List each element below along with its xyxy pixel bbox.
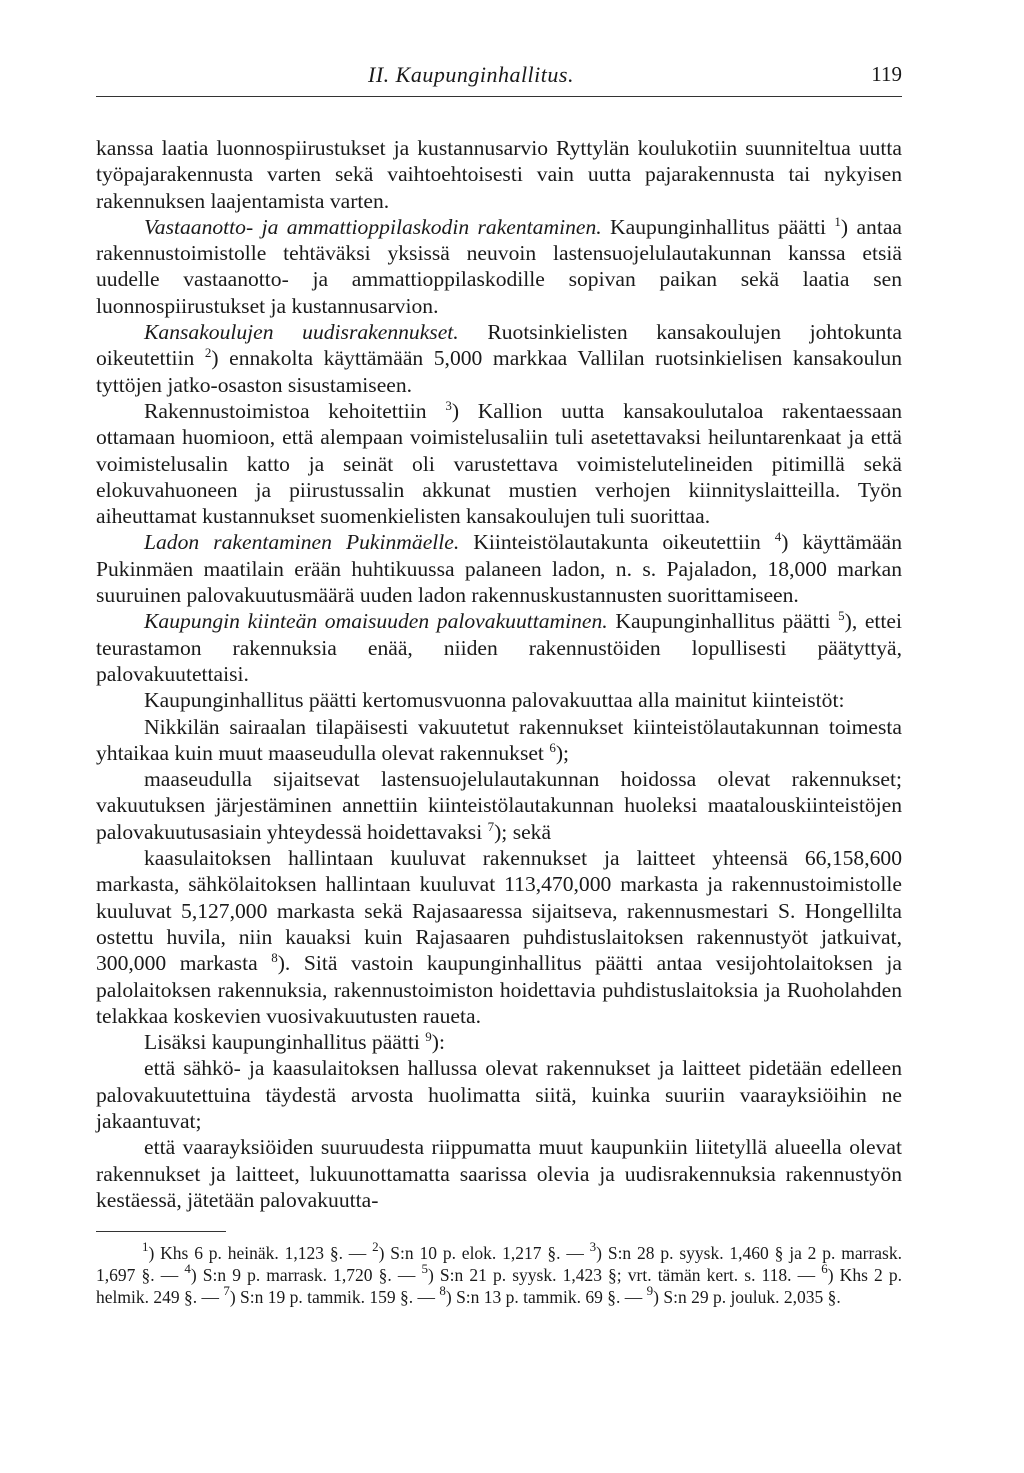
footnote-number: 5 <box>421 1261 428 1277</box>
footnote-number: 9 <box>646 1283 654 1299</box>
footnote-text: ) S:n 19 p. tammik. 159 §. — <box>229 1287 440 1308</box>
paragraph-kansakoulut <box>96 319 902 398</box>
paragraph-vaarayksiot <box>96 1134 902 1213</box>
footnote-ref: 5 <box>838 608 845 624</box>
paragraph-kaasulaitos <box>96 845 902 1029</box>
footnote-number: 4 <box>184 1261 191 1277</box>
paragraph-text: maaseudulla sijaitsevat lastensuojelulautakunnan hoidossa olevat rakennukset; vakuutuksen järjestäminen annettiin kiinteistölautakunnan huoleksi maatalouskiinteistöjen palovakuutusasiain yhteydessä hoidettavaksi <box>96 767 902 844</box>
footnote-ref: 7 <box>487 818 495 834</box>
footnote-text: ) S:n 21 p. syysk. 1,423 §; vrt. tämän kert. s. 118. — <box>427 1265 822 1286</box>
paragraph-text: Lisäksi kaupunginhallitus päätti <box>144 1030 426 1055</box>
footnote-ref: 9 <box>425 1029 432 1045</box>
paragraph-text: ) antaa rakennustoimistolle tehtäväksi yksissä neuvoin lastensuojelulautakunnan kanssa etsiä uudelle vastaanotto- ja ammattioppilaskodille sopivan paikan sekä laatia sen luonnospiirustukset ja kustannusarvion. <box>96 214 903 318</box>
paragraph-vastaanotto <box>96 214 902 319</box>
section-heading: Kaupungin kiinteän omaisuuden palovakuuttaminen. <box>144 609 608 634</box>
footnote-ref: 6 <box>549 739 556 755</box>
footnote-ref: 1 <box>834 213 841 229</box>
paragraph-maaseutu <box>96 766 902 845</box>
footnote-text: ) S:n 9 p. marrask. 1,720 §. — <box>190 1265 422 1286</box>
footnote-text: ) Khs 2 p. helmik. 249 §. — <box>96 1265 902 1308</box>
footnote-number: 1 <box>142 1239 149 1255</box>
paragraph-text: kaasulaitoksen hallintaan kuuluvat rakennukset ja laitteet yhteensä 66,158,600 markasta, sähkölaitoksen hallintaan kuuluvat 113,470,000 markasta ja rakennustoimistolle kuuluvat 5,127,000 markasta sekä Rajasaaressa sijaitseva, rakennusmestari S. Hongellilta ostettu huvila, niin kauaksi kuin Rajasaaren puhdistuslaitoksen rakennustyöt jatkuivat, 300,000 markasta <box>96 846 902 976</box>
paragraph-lato <box>96 529 902 608</box>
page-number: 119 <box>871 62 902 86</box>
footnote-text: ) Khs 6 p. heinäk. 1,123 §. — <box>148 1243 373 1264</box>
body-text <box>96 135 902 1308</box>
footnote-number: 3 <box>589 1239 597 1255</box>
paragraph-text: Nikkilän sairaalan tilapäisesti vakuutetut rakennukset kiinteistölautakunnan toimesta yhtaikaa kuin muut maaseudulla olevat rakennukset <box>96 714 902 765</box>
paragraph-nikkila <box>96 714 902 767</box>
footnote-block <box>96 1239 902 1308</box>
document-page <box>96 56 902 1308</box>
paragraph-sahko <box>96 1055 902 1134</box>
paragraph-rakennustoimisto <box>96 398 902 529</box>
footnote-ref: 2 <box>204 345 212 361</box>
paragraph-text: ); sekä <box>494 819 552 844</box>
paragraph-text: ) ennakolta käyttämään 5,000 markkaa Vallilan ruotsinkielisen kansakoulun tyttöjen jatko-osaston sisustamiseen. <box>96 346 902 397</box>
footnote-ref: 4 <box>774 529 782 545</box>
footnote-number: 6 <box>821 1261 828 1277</box>
footnotes <box>96 1239 902 1308</box>
paragraph-text: ); <box>555 740 570 765</box>
paragraph-text: kanssa laatia luonnospiirustukset ja kustannusarvio Ryttylän koulukotiin suunniteltua uutta työpajarakennusta varten sekä vaihtoehtoisesti vain uutta pajarakennusta tai nykyisen rakennuksen laajentamista varten. <box>96 136 902 213</box>
section-heading: Ladon rakentaminen Pukinmäelle. <box>144 530 460 555</box>
footnote-divider <box>96 1231 226 1232</box>
paragraph-text: Kaupunginhallitus päätti <box>601 214 835 239</box>
paragraph-text: ), ettei teurastamon rakennuksia enää, niiden rakennustöiden lopullisesti päätyttyä, palovakuutettaisi. <box>96 609 903 686</box>
paragraph-text: Ruotsinkielisten kansakoulujen johtokunta oikeutettiin <box>96 320 902 371</box>
paragraph-continuation <box>96 135 902 214</box>
page-header <box>96 56 902 97</box>
footnote-text: ) S:n 29 p. jouluk. 2,035 §. <box>653 1287 841 1308</box>
section-heading: Vastaanotto- ja ammattioppilaskodin rakentaminen. <box>144 214 602 239</box>
footnote-number: 8 <box>439 1283 446 1299</box>
footnote-number: 7 <box>223 1283 230 1299</box>
footnote-ref: 8 <box>271 950 278 966</box>
paragraph-kiinteistot <box>96 687 902 713</box>
paragraph-text: Kiinteistölautakunta oikeutettiin <box>459 530 775 555</box>
paragraph-text: ) Kallion uutta kansakoulutaloa rakentaessaan ottamaan huomioon, että alempaan voimistelusaliin tuli asetettavaksi heiluntarenkaat ja että voimistelusalin katto ja seinät oli varustettava voimistelutelineiden pitimillä sekä elokuvahuoneen ja piirustussalin akkunat mustien verhojen kiinnityslaitteilla. Työn aiheuttamat kustannukset suomenkielisten kansakoulujen tuli suorittaa. <box>96 398 902 529</box>
paragraph-text: Kaupunginhallitus päätti kertomusvuonna palovakuuttaa alla mainitut kiinteistöt: <box>144 688 845 713</box>
footnote-ref: 3 <box>445 397 452 413</box>
paragraph-text: Rakennustoimistoa kehoitettiin <box>144 398 446 423</box>
paragraph-text: että sähkö- ja kaasulaitoksen hallussa olevat rakennukset ja laitteet pidetään edelleen palovakuutettuina täydestä arvosta huolimatta siitä, kuinka suuriin vaarayksiöihin ne jakaantuvat; <box>96 1056 902 1133</box>
running-head: II. Kaupunginhallitus. <box>368 62 574 87</box>
footnote-number: 2 <box>372 1239 379 1255</box>
paragraph-text: Kaupunginhallitus päätti <box>607 609 839 634</box>
paragraph-text: että vaarayksiöiden suuruudesta riippumatta muut kaupunkiin liitetyllä alueella olevat rakennukset ja laitteet, lukuunottamatta saarissa olevia ja uudisrakennuksia rakennustyön kestäessä, jätetään palovakuutta- <box>96 1135 902 1212</box>
footnote-text: ) S:n 10 p. elok. 1,217 §. — <box>378 1243 590 1264</box>
paragraph-text: ): <box>431 1030 445 1055</box>
paragraph-palovakuutus <box>96 608 902 687</box>
paragraph-text: ) käyttämään Pukinmäen maatilain erään huhtikuussa palaneen ladon, n. s. Pajaladon, 18,000 markan suuruinen palovakuutusmäärä uuden ladon rakennuskustannusten suorittamiseen. <box>96 530 902 608</box>
section-heading: Kansakoulujen uudisrakennukset. <box>144 320 459 345</box>
paragraph-lisaksi <box>96 1029 902 1055</box>
footnote-text: ) S:n 13 p. tammik. 69 §. — <box>445 1287 647 1308</box>
footnote-text: ) S:n 28 p. syysk. 1,460 § ja 2 p. marrask. 1,697 §. — <box>96 1243 902 1286</box>
paragraph-text: ). Sitä vastoin kaupunginhallitus päätti antaa vesijohtolaitoksen ja palolaitoksen rakennuksia, rakennustoimiston hoidettavia puhdistuslaitoksia ja Ruoholahden telakkaa koskevien vuosivakuutusten raueta. <box>96 951 902 1028</box>
